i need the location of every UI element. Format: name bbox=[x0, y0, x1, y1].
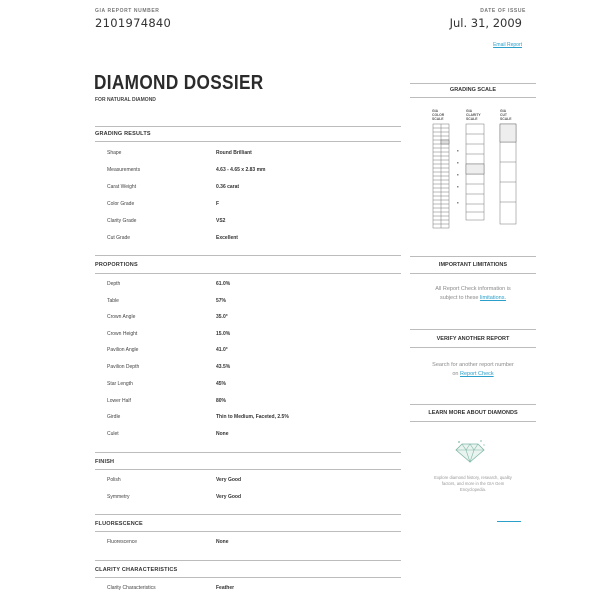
row-label-clarity-characteristics: Clarity Characteristics bbox=[107, 585, 156, 591]
section-divider bbox=[95, 126, 401, 127]
row-value-polish: Very Good bbox=[216, 477, 242, 483]
limitations-text-line1: All Report Check information is bbox=[435, 286, 511, 292]
learn-text-line2: factors, and more in the GIA Gem bbox=[441, 481, 505, 486]
row-label-cut-grade: Cut Grade bbox=[107, 235, 131, 241]
row-value-table: 57% bbox=[216, 298, 227, 304]
section-divider bbox=[95, 469, 401, 470]
row-value-measurements: 4.63 - 4.65 x 2.83 mm bbox=[216, 167, 266, 173]
limitations-text-line2: subject to these bbox=[439, 295, 479, 301]
row-label-carat-weight: Carat Weight bbox=[107, 184, 137, 190]
page-title: DIAMOND DOSSIER bbox=[94, 72, 264, 94]
learn-more-text bbox=[420, 475, 526, 493]
color-grade-marker bbox=[441, 140, 449, 144]
row-label-measurements: Measurements bbox=[107, 167, 141, 173]
issue-date-label: DATE OF ISSUE bbox=[480, 8, 526, 14]
row-label-polish: Polish bbox=[107, 477, 121, 483]
section-divider bbox=[95, 531, 401, 532]
section-title-clarity-characteristics: CLARITY CHARACTERISTICS bbox=[95, 567, 178, 573]
row-value-fluorescence: None bbox=[216, 539, 229, 545]
color-scale-header-2: COLOR bbox=[432, 113, 445, 117]
row-label-symmetry: Symmetry bbox=[107, 494, 130, 500]
email-report-link[interactable]: Email Report bbox=[493, 42, 522, 48]
sidebar-divider bbox=[410, 347, 536, 348]
row-value-star-length: 45% bbox=[216, 381, 227, 387]
sidebar-divider bbox=[410, 404, 536, 405]
row-value-clarity-characteristics: Feather bbox=[216, 585, 235, 591]
report-number: 2101974840 bbox=[95, 16, 172, 30]
section-divider bbox=[95, 560, 401, 561]
row-label-pavilion-depth: Pavilion Depth bbox=[107, 364, 140, 370]
row-label-color-grade: Color Grade bbox=[107, 201, 135, 207]
cut-scale-header-1: GIA bbox=[500, 109, 507, 113]
row-label-lower-half: Lower Half bbox=[107, 398, 131, 404]
clarity-scale-side-marks bbox=[457, 150, 459, 204]
limitations-link[interactable]: limitations. bbox=[480, 295, 507, 301]
cut-scale-header-2: CUT bbox=[500, 113, 507, 117]
row-value-cut-grade: Excellent bbox=[216, 235, 238, 241]
row-value-culet: None bbox=[216, 431, 229, 437]
report-check-link[interactable]: Report Check bbox=[460, 371, 494, 377]
color-scale-header-1: GIA bbox=[432, 109, 439, 113]
section-divider bbox=[95, 273, 401, 274]
row-label-pavilion-angle: Pavilion Angle bbox=[107, 347, 139, 353]
limitations-text bbox=[410, 285, 536, 303]
section-divider bbox=[95, 452, 401, 453]
row-value-pavilion-angle: 41.0° bbox=[216, 347, 228, 353]
section-title-grading-results: GRADING RESULTS bbox=[95, 131, 151, 137]
row-label-star-length: Star Length bbox=[107, 381, 133, 387]
row-label-crown-height: Crown Height bbox=[107, 331, 138, 337]
row-label-culet: Culet bbox=[107, 431, 119, 437]
row-value-carat-weight: 0.36 carat bbox=[216, 184, 240, 190]
row-value-crown-angle: 35.0° bbox=[216, 314, 228, 320]
report-number-label: GIA REPORT NUMBER bbox=[95, 8, 160, 14]
verify-report-title: VERIFY ANOTHER REPORT bbox=[436, 336, 510, 342]
clarity-scale-header-1: GIA bbox=[466, 109, 473, 113]
row-value-crown-height: 15.0% bbox=[216, 331, 231, 337]
section-divider bbox=[95, 577, 401, 578]
row-value-clarity-grade: VS2 bbox=[216, 218, 226, 224]
sidebar-divider bbox=[410, 421, 536, 422]
row-label-depth: Depth bbox=[107, 281, 121, 287]
section-divider bbox=[95, 514, 401, 515]
row-value-pavilion-depth: 43.5% bbox=[216, 364, 231, 370]
row-value-lower-half: 80% bbox=[216, 398, 227, 404]
verify-text-line1: Search for another report number bbox=[432, 362, 514, 368]
sidebar-divider bbox=[410, 83, 536, 84]
cut-grade-marker bbox=[500, 124, 516, 142]
section-title-fluorescence: FLUORESCENCE bbox=[95, 521, 143, 527]
color-scale-header-3: SCALE bbox=[432, 117, 444, 121]
section-divider bbox=[95, 255, 401, 256]
row-label-clarity-grade: Clarity Grade bbox=[107, 218, 137, 224]
gem-encyclopedia-link-underline[interactable] bbox=[497, 521, 521, 522]
verify-report-text bbox=[410, 361, 536, 379]
sidebar-divider bbox=[410, 256, 536, 257]
sidebar-divider bbox=[410, 329, 536, 330]
row-value-symmetry: Very Good bbox=[216, 494, 242, 500]
row-value-color-grade: F bbox=[216, 201, 220, 207]
color-scale-column bbox=[433, 124, 449, 228]
learn-text-line1: Explore diamond history, research, quality bbox=[434, 475, 512, 480]
row-value-shape: Round Brilliant bbox=[216, 150, 252, 156]
clarity-grade-marker bbox=[466, 164, 484, 174]
grading-scale-chart bbox=[428, 106, 518, 234]
row-value-depth: 61.0% bbox=[216, 281, 231, 287]
row-value-girdle: Thin to Medium, Faceted, 2.5% bbox=[216, 414, 289, 420]
issue-date: Jul. 31, 2009 bbox=[449, 16, 522, 30]
row-label-fluorescence: Fluorescence bbox=[107, 539, 138, 545]
learn-text-line3: Encyclopedia. bbox=[459, 487, 487, 492]
learn-more-title: LEARN MORE ABOUT DIAMONDS bbox=[428, 410, 518, 416]
section-title-finish: FINISH bbox=[95, 459, 115, 465]
clarity-scale-header-3: SCALE bbox=[466, 117, 478, 121]
sidebar-divider bbox=[410, 273, 536, 274]
grading-scale-title: GRADING SCALE bbox=[449, 87, 497, 93]
row-label-girdle: Girdle bbox=[107, 414, 121, 420]
clarity-scale-header-2: CLARITY bbox=[466, 113, 481, 117]
diamond-icon[interactable] bbox=[453, 438, 487, 464]
row-label-table: Table bbox=[107, 298, 119, 304]
page-subtitle: FOR NATURAL DIAMOND bbox=[95, 97, 156, 103]
row-label-shape: Shape bbox=[107, 150, 122, 156]
section-title-proportions: PROPORTIONS bbox=[95, 262, 138, 268]
cut-scale-header-3: SCALE bbox=[500, 117, 512, 121]
section-divider bbox=[95, 141, 401, 142]
limitations-title: IMPORTANT LIMITATIONS bbox=[438, 262, 508, 268]
sidebar-divider bbox=[410, 97, 536, 98]
row-label-crown-angle: Crown Angle bbox=[107, 314, 136, 320]
verify-text-line2: on bbox=[452, 371, 459, 377]
